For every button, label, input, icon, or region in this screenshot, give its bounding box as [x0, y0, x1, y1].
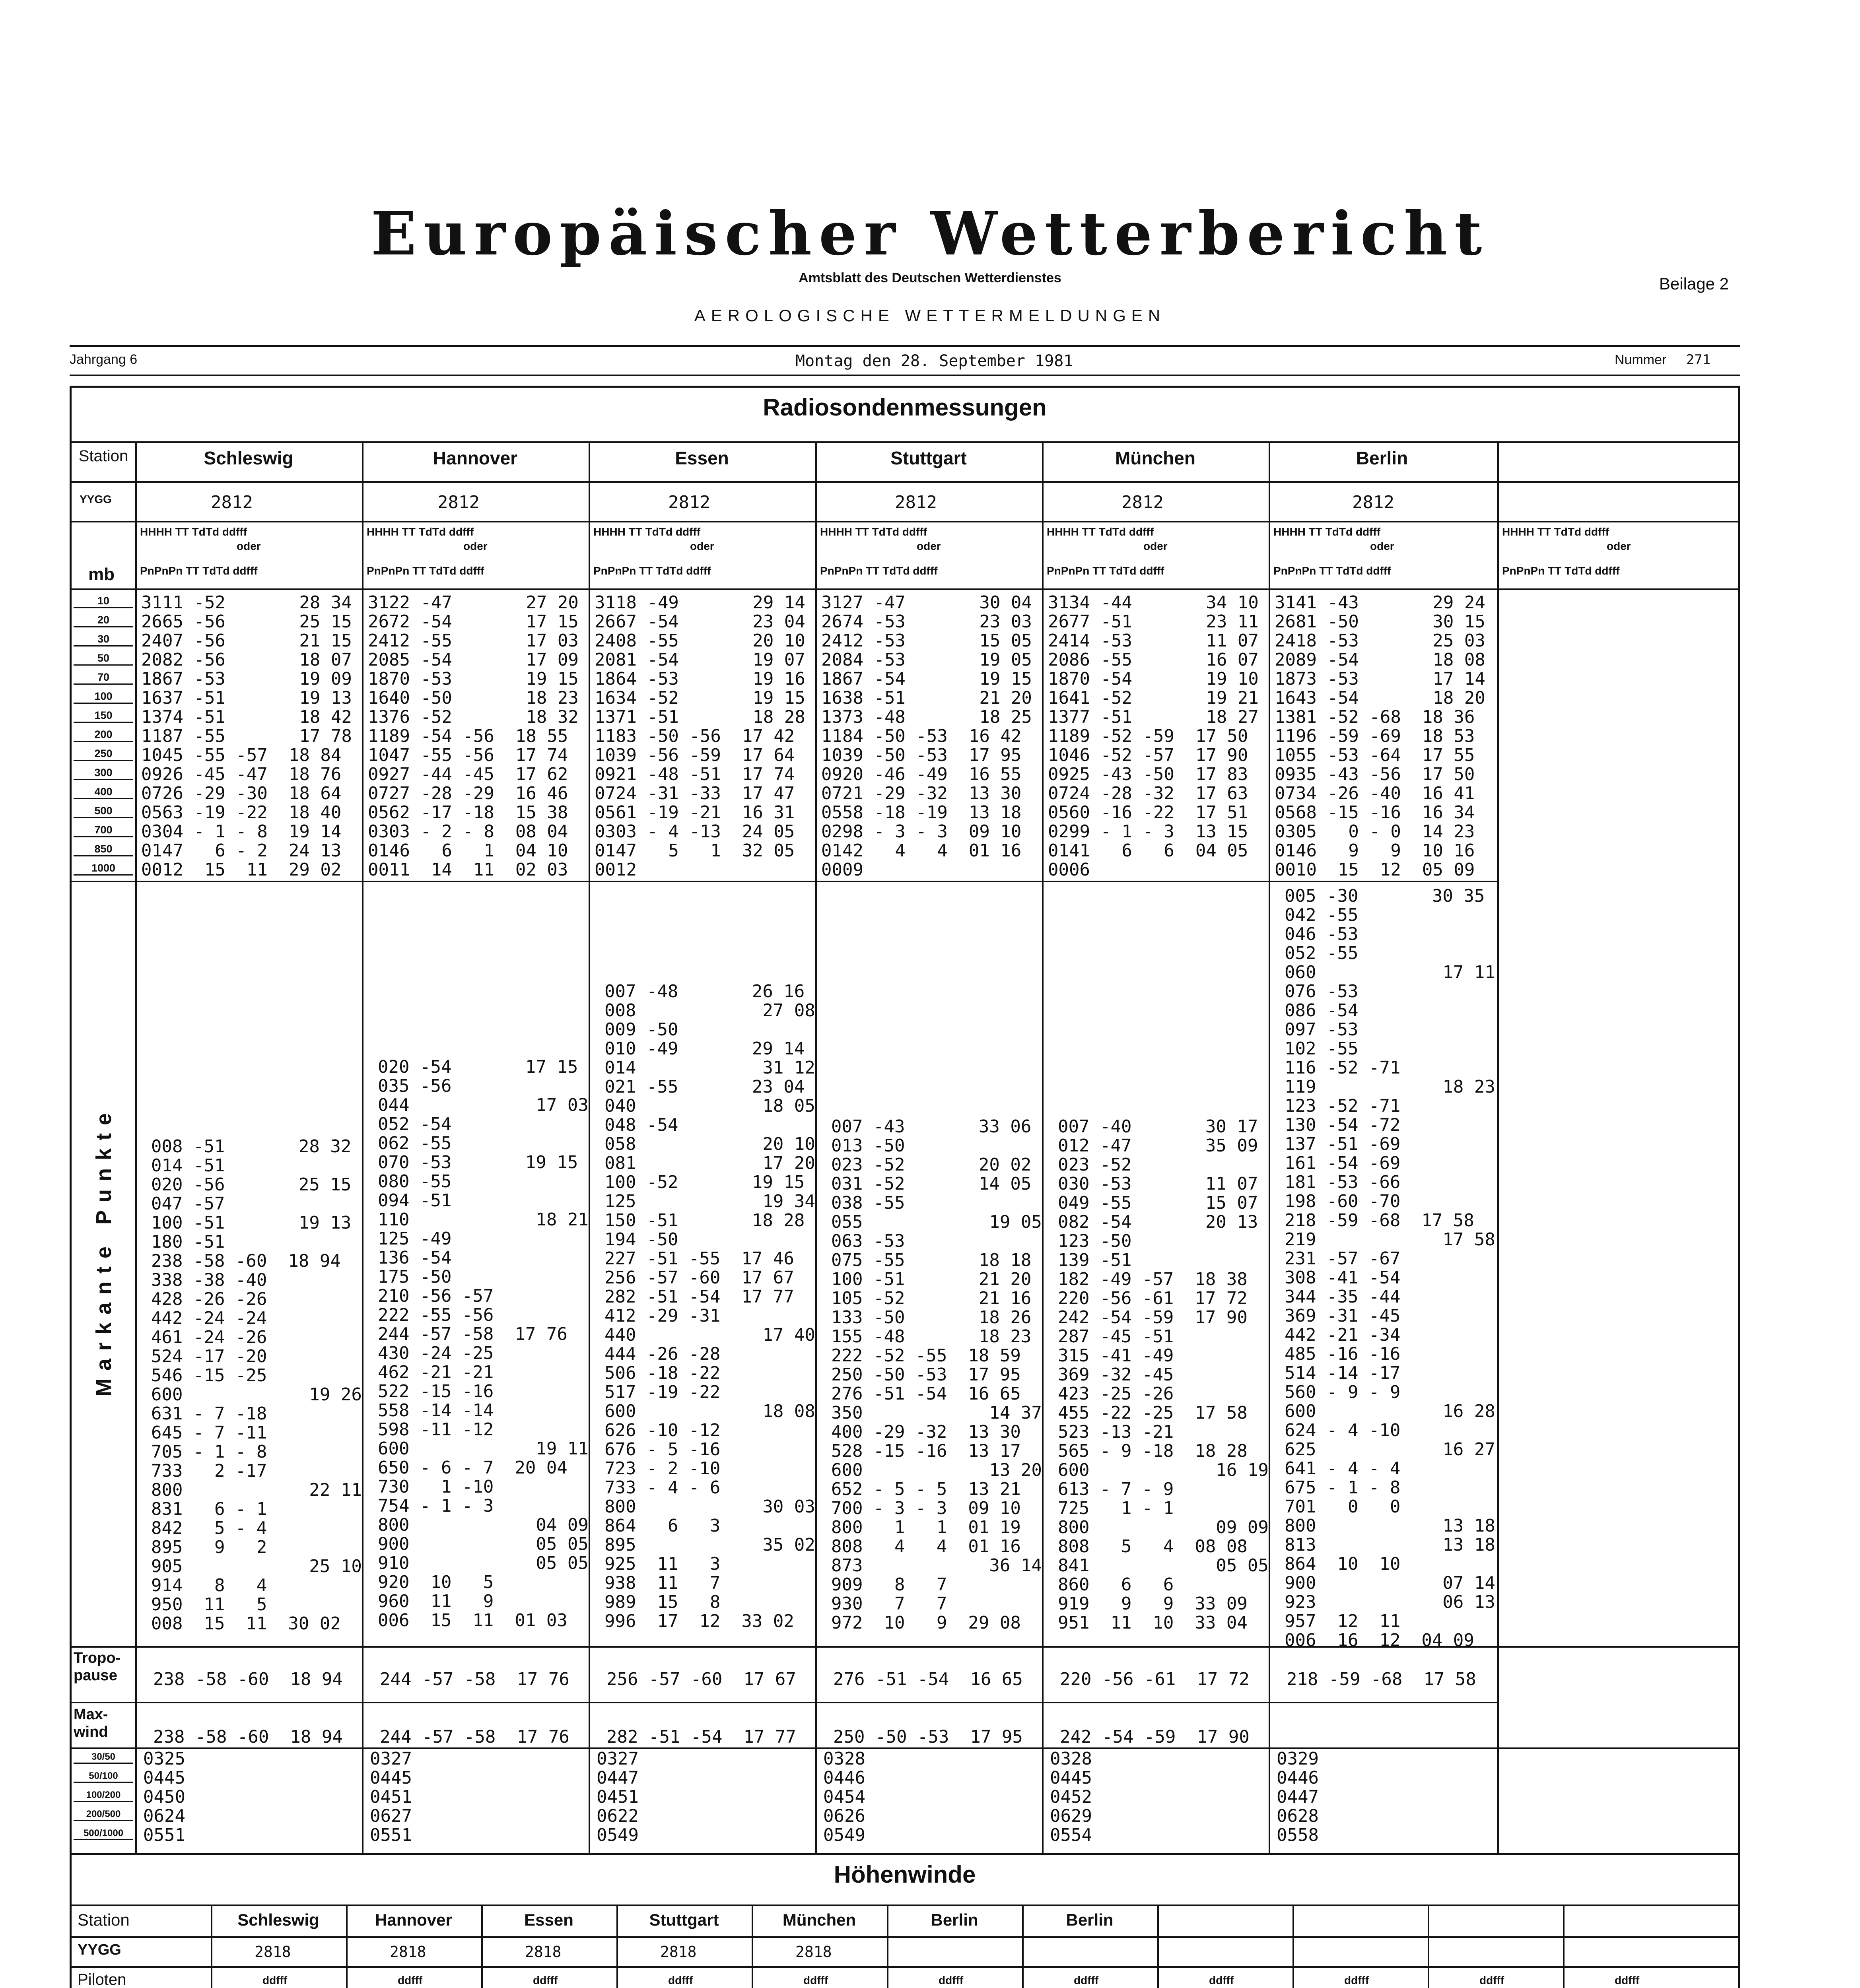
- thick-schleswig: 0325 0445 0450 0624 0551: [143, 1749, 185, 1845]
- hoehen-title: Höhenwinde: [834, 1861, 976, 1888]
- divider: [211, 1905, 212, 1988]
- maxwind-stuttgart: 250 -50 -53 17 95: [833, 1727, 1023, 1747]
- station-essen: Essen: [675, 448, 729, 468]
- column-header: PnPnPn TT TdTd ddfff: [367, 565, 484, 577]
- level-70: 70: [74, 671, 133, 685]
- column-header: HHHH TT TdTd ddfff: [1502, 526, 1609, 538]
- level-100: 100: [74, 690, 133, 704]
- divider: [70, 345, 1740, 347]
- maxwind-schleswig: 238 -58 -60 18 94: [153, 1727, 343, 1747]
- divider: [70, 881, 1497, 882]
- column-header: HHHH TT TdTd ddfff: [1273, 526, 1381, 538]
- std-data-berlin: 3141 -43 29 24 2681 -50 30 15 2418 -53 25 03 2089 -54 18 08 1873 -53 17 14 1643 -54 18 20 1381 -52 -68 18 36 1196 -59 -69 18 53 1055 -53 -64 17 55 0935 -43 -56 17 50 0734 -26 -40 16 41 0568 -15 -16 16 34 0305 0 - 0 14 23 0146 9 9 10 16 0010 15 12 05 09: [1275, 592, 1485, 880]
- row-label-mb: mb: [88, 565, 115, 584]
- divider: [481, 1905, 483, 1988]
- divider: [1292, 1905, 1294, 1988]
- hoehen-yygg: 2818: [390, 1943, 426, 1961]
- row-label-station2: Station: [78, 1910, 130, 1929]
- tropo-hannover: 244 -57 -58 17 76: [380, 1669, 569, 1689]
- column-header: PnPnPn TT TdTd ddfff: [1502, 565, 1620, 577]
- ddfff-label: ddfff: [803, 1974, 828, 1986]
- marked-essen: 007 -48 26 16 008 27 08 009 -50 010 -49 29 14 014 31 12 021 -55 23 04 040 18 05 048 -54 058 20 10 081 17 20 100 -52 19 15 125 19 34 150 -51 18 28 194 -50 227 -51 -55 17 46 256 -57 -60 17 67 282 -51 -54 17 77 412 -29 -31 440 17 40 444 -26 -28 506 -18 -22 517 -19 -22 600 18 08 626 -10 -12 676 - 5 -16 723 - 2 -10 733 - 4 - 6 800 30 03 864 6 3 895 35 02 925 11 3 938 11 7 989 15 8 996 17 12 33 02: [604, 981, 815, 1631]
- station-hannover: Hannover: [433, 448, 518, 468]
- row-label-maxwind: Max- wind: [74, 1706, 108, 1740]
- column-header: oder: [237, 540, 261, 552]
- thick-essen: 0327 0447 0451 0622 0549: [597, 1749, 639, 1845]
- column-header: PnPnPn TT TdTd ddfff: [820, 565, 938, 577]
- maxwind-muenchen: 242 -54 -59 17 90: [1060, 1727, 1250, 1747]
- jahrgang: Jahrgang 6: [70, 352, 138, 367]
- divider: [70, 1853, 1740, 1855]
- row-label-station: Station: [78, 447, 128, 465]
- divider: [1563, 1905, 1565, 1988]
- hoehen-station: Stuttgart: [649, 1910, 719, 1929]
- column-header: HHHH TT TdTd ddfff: [820, 526, 927, 538]
- tropo-schleswig: 238 -58 -60 18 94: [153, 1669, 343, 1689]
- thickness-layer: 500/1000: [74, 1828, 133, 1840]
- tropo-essen: 256 -57 -60 17 67: [606, 1669, 796, 1689]
- divider: [815, 441, 817, 1853]
- radio-title: Radiosondenmessungen: [763, 394, 1047, 421]
- divider: [70, 375, 1740, 376]
- level-150: 150: [74, 709, 133, 723]
- yygg-muenchen: 2812: [1121, 492, 1164, 513]
- divider: [70, 521, 1740, 522]
- level-300: 300: [74, 767, 133, 780]
- hoehen-yygg: 2818: [795, 1943, 832, 1961]
- hoehen-station: Schleswig: [237, 1910, 319, 1929]
- ddfff-label: ddfff: [1344, 1974, 1369, 1986]
- page-title: Europäischer Wetterbericht: [371, 199, 1489, 269]
- column-header: HHHH TT TdTd ddfff: [367, 526, 474, 538]
- level-700: 700: [74, 824, 133, 837]
- divider: [1428, 1905, 1429, 1988]
- column-header: PnPnPn TT TdTd ddfff: [1047, 565, 1164, 577]
- ddfff-label: ddfff: [1074, 1974, 1099, 1986]
- level-10: 10: [74, 595, 133, 608]
- divider: [70, 1646, 1740, 1648]
- ddfff-label: ddfff: [398, 1974, 423, 1986]
- thickness-layer: 30/50: [74, 1751, 133, 1764]
- thickness-layer: 50/100: [74, 1771, 133, 1783]
- column-header: PnPnPn TT TdTd ddfff: [1273, 565, 1391, 577]
- divider: [1022, 1905, 1024, 1988]
- column-header: oder: [917, 540, 941, 552]
- ddfff-label: ddfff: [939, 1974, 964, 1986]
- divider: [887, 1905, 888, 1988]
- thick-berlin: 0329 0446 0447 0628 0558: [1277, 1749, 1319, 1845]
- hoehen-station: Hannover: [375, 1910, 452, 1929]
- ddfff-label: ddfff: [262, 1974, 288, 1986]
- column-header: HHHH TT TdTd ddfff: [140, 526, 247, 538]
- std-data-stuttgart: 3127 -47 30 04 2674 -53 23 03 2412 -53 15 05 2084 -53 19 05 1867 -54 19 15 1638 -51 21 20 1373 -48 18 25 1184 -50 -53 16 42 1039 -50 -53 17 95 0920 -46 -49 16 55 0721 -29 -32 13 30 0558 -18 -19 13 18 0298 - 3 - 3 09 10 0142 4 4 01 16 0009: [821, 592, 1032, 880]
- thick-stuttgart: 0328 0446 0454 0626 0549: [823, 1749, 865, 1845]
- std-data-muenchen: 3134 -44 34 10 2677 -51 23 11 2414 -53 11 07 2086 -55 16 07 1870 -54 19 10 1641 -52 19 21 1377 -51 18 27 1189 -52 -59 17 50 1046 -52 -57 17 90 0925 -43 -50 17 83 0724 -28 -32 17 63 0560 -16 -22 17 51 0299 - 1 - 3 13 15 0141 6 6 04 05 0006: [1048, 592, 1259, 880]
- level-850: 850: [74, 843, 133, 856]
- std-data-hannover: 3122 -47 27 20 2672 -54 17 15 2412 -55 17 03 2085 -54 17 09 1870 -53 19 15 1640 -50 18 23 1376 -52 18 32 1189 -54 -56 18 55 1047 -55 -56 17 74 0927 -44 -45 17 62 0727 -28 -29 16 46 0562 -17 -18 15 38 0303 - 2 - 8 08 04 0146 6 1 04 10 0011 14 11 02 03: [368, 592, 579, 880]
- station-muenchen: München: [1115, 448, 1195, 468]
- row-label-tropopause: Tropo- pause: [74, 1650, 121, 1684]
- level-20: 20: [74, 614, 133, 627]
- divider: [70, 1747, 1740, 1749]
- row-label-piloten: Piloten: [78, 1971, 126, 1988]
- column-header: HHHH TT TdTd ddfff: [1047, 526, 1154, 538]
- thickness-layer: 200/500: [74, 1809, 133, 1821]
- tropo-berlin: 218 -59 -68 17 58: [1287, 1669, 1476, 1689]
- column-header: HHHH TT TdTd ddfff: [593, 526, 701, 538]
- hoehen-station: Essen: [524, 1910, 573, 1929]
- section-heading: AEROLOGISCHE WETTERMELDUNGEN: [694, 306, 1166, 325]
- divider: [1269, 441, 1270, 1853]
- divider: [70, 1966, 1740, 1968]
- yygg-essen: 2812: [668, 492, 710, 513]
- column-header: oder: [1143, 540, 1168, 552]
- hoehen-yygg: 2818: [255, 1943, 291, 1961]
- yygg-stuttgart: 2812: [895, 492, 937, 513]
- level-500: 500: [74, 805, 133, 818]
- marked-muenchen: 007 -40 30 17 012 -47 35 09 023 -52 030 -53 11 07 049 -55 15 07 082 -54 20 13 123 -50 139 -51 182 -49 -57 18 38 220 -56 -61 17 72 242 -54 -59 17 90 287 -45 -51 315 -41 -49 369 -32 -45 423 -25 -26 455 -22 -25 17 58 523 -13 -21 565 - 9 -18 18 28 600 16 19 613 - 7 - 9 725 1 - 1 800 09 09 808 5 4 08 08 841 05 05 860 6 6 919 9 9 33 09 951 11 10 33 04: [1058, 1116, 1269, 1633]
- divider: [1497, 441, 1499, 1853]
- hoehen-yygg: 2818: [525, 1943, 562, 1961]
- divider: [616, 1905, 618, 1988]
- ddfff-label: ddfff: [1209, 1974, 1234, 1986]
- hoehen-station: Berlin: [931, 1910, 978, 1929]
- yygg-hannover: 2812: [437, 492, 480, 513]
- ddfff-label: ddfff: [668, 1974, 693, 1986]
- hoehen-yygg: 2818: [660, 1943, 697, 1961]
- row-label-yygg2: YYGG: [78, 1941, 121, 1958]
- std-data-schleswig: 3111 -52 28 34 2665 -56 25 15 2407 -56 21 15 2082 -56 18 07 1867 -53 19 09 1637 -51 19 13 1374 -51 18 42 1187 -55 17 78 1045 -55 -57 18 84 0926 -45 -47 18 76 0726 -29 -30 18 64 0563 -19 -22 18 40 0304 - 1 - 8 19 14 0147 6 - 2 24 13 0012 15 11 29 02: [141, 592, 352, 880]
- marked-berlin: 005 -30 30 35 042 -55 046 -53 052 -55 060 17 11 076 -53 086 -54 097 -53 102 -55 116 -52 -71 119 18 23 123 -52 -71 130 -54 -72 137 -51 -69 161 -54 -69 181 -53 -66 198 -60 -70 218 -59 -68 17 58 219 17 58 231 -57 -67 308 -41 -54 344 -35 -44 369 -31 -45 442 -21 -34 485 -16 -16 514 -14 -17 560 - 9 - 9 600 16 28 624 - 4 -10 625 16 27 641 - 4 - 4 675 - 1 - 8 701 0 0 800 13 18 813 13 18 864 10 10 900 07 14 923 06 13 957 12 11 006 16 12 04 09: [1285, 886, 1495, 1650]
- station-schleswig: Schleswig: [204, 448, 293, 468]
- tropo-muenchen: 220 -56 -61 17 72: [1060, 1669, 1250, 1689]
- column-header: PnPnPn TT TdTd ddfff: [140, 565, 258, 577]
- tropo-stuttgart: 276 -51 -54 16 65: [833, 1669, 1023, 1689]
- marked-hannover: 020 -54 17 15 035 -56 044 17 03 052 -54 062 -55 070 -53 19 15 080 -55 094 -51 110 18 21 125 -49 136 -54 175 -50 210 -56 -57 222 -55 -56 244 -57 -58 17 76 430 -24 -25 462 -21 -21 522 -15 -16 558 -14 -14 598 -11 -12 600 19 11 650 - 6 - 7 20 04 730 1 -10 754 - 1 - 3 800 04 09 900 05 05 910 05 05 920 10 5 960 11 9 006 15 11 01 03: [378, 1057, 589, 1631]
- divider: [1042, 441, 1044, 1853]
- std-data-essen: 3118 -49 29 14 2667 -54 23 04 2408 -55 20 10 2081 -54 19 07 1864 -53 19 16 1634 -52 19 15 1371 -51 18 28 1183 -50 -56 17 42 1039 -56 -59 17 64 0921 -48 -51 17 74 0724 -31 -33 17 47 0561 -19 -21 16 31 0303 - 4 -13 24 05 0147 5 1 32 05 0012: [595, 592, 805, 880]
- column-header: oder: [1607, 540, 1631, 552]
- ddfff-label: ddfff: [533, 1974, 558, 1986]
- station-stuttgart: Stuttgart: [890, 448, 967, 468]
- subtitle: Amtsblatt des Deutschen Wetterdienstes: [799, 270, 1061, 285]
- maxwind-hannover: 244 -57 -58 17 76: [380, 1727, 569, 1747]
- beilage: Beilage 2: [1659, 274, 1729, 293]
- divider: [135, 441, 137, 1853]
- thick-muenchen: 0328 0445 0452 0629 0554: [1050, 1749, 1092, 1845]
- divider: [70, 441, 1740, 443]
- divider: [70, 481, 1740, 483]
- level-50: 50: [74, 652, 133, 666]
- hoehen-station: München: [782, 1910, 856, 1929]
- level-400: 400: [74, 786, 133, 799]
- divider: [362, 441, 363, 1853]
- column-header: PnPnPn TT TdTd ddfff: [593, 565, 711, 577]
- maxwind-essen: 282 -51 -54 17 77: [606, 1727, 796, 1747]
- divider: [589, 441, 590, 1853]
- hoehen-station: Berlin: [1066, 1910, 1114, 1929]
- divider: [1157, 1905, 1159, 1988]
- column-header: oder: [1370, 540, 1394, 552]
- level-30: 30: [74, 633, 133, 646]
- divider: [346, 1905, 348, 1988]
- divider: [70, 1936, 1740, 1938]
- marked-schleswig: 008 -51 28 32 014 -51 020 -56 25 15 047 -57 100 -51 19 13 180 -51 238 -58 -60 18 94 338 -38 -40 428 -26 -26 442 -24 -24 461 -24 -26 524 -17 -20 546 -15 -25 600 19 26 631 - 7 -18 645 - 7 -11 705 - 1 - 8 733 2 -17 800 22 11 831 6 - 1 842 5 - 4 895 9 2 905 25 10 914 8 4 950 11 5 008 15 11 30 02: [151, 1136, 362, 1634]
- issue-date: Montag den 28. September 1981: [795, 352, 1073, 370]
- divider: [70, 1702, 1497, 1703]
- issue-number: Nummer 271: [1615, 352, 1711, 368]
- marked-points-label: Markante Punkte: [92, 1105, 116, 1397]
- ddfff-label: ddfff: [1479, 1974, 1504, 1986]
- thick-hannover: 0327 0445 0451 0627 0551: [370, 1749, 412, 1845]
- marked-stuttgart: 007 -43 33 06 013 -50 023 -52 20 02 031 -52 14 05 038 -55 055 19 05 063 -53 075 -55 18 18 100 -51 21 20 105 -52 21 16 133 -50 18 26 155 -48 18 23 222 -52 -55 18 59 250 -50 -53 17 95 276 -51 -54 16 65 350 14 37 400 -29 -32 13 30 528 -15 -16 13 17 600 13 20 652 - 5 - 5 13 21 700 - 3 - 3 09 10 800 1 1 01 19 808 4 4 01 16 873 36 14 909 8 7 930 7 7 972 10 9 29 08: [831, 1116, 1042, 1633]
- column-header: oder: [690, 540, 714, 552]
- level-200: 200: [74, 728, 133, 742]
- level-1000: 1000: [74, 862, 133, 876]
- divider: [70, 1905, 1740, 1906]
- divider: [752, 1905, 753, 1988]
- divider: [70, 588, 1740, 590]
- thickness-layer: 100/200: [74, 1790, 133, 1802]
- yygg-schleswig: 2812: [211, 492, 253, 513]
- ddfff-label: ddfff: [1615, 1974, 1640, 1986]
- row-label-yygg: YYGG: [80, 493, 112, 505]
- yygg-berlin: 2812: [1352, 492, 1394, 513]
- station-berlin: Berlin: [1356, 448, 1408, 468]
- level-250: 250: [74, 747, 133, 761]
- column-header: oder: [463, 540, 488, 552]
